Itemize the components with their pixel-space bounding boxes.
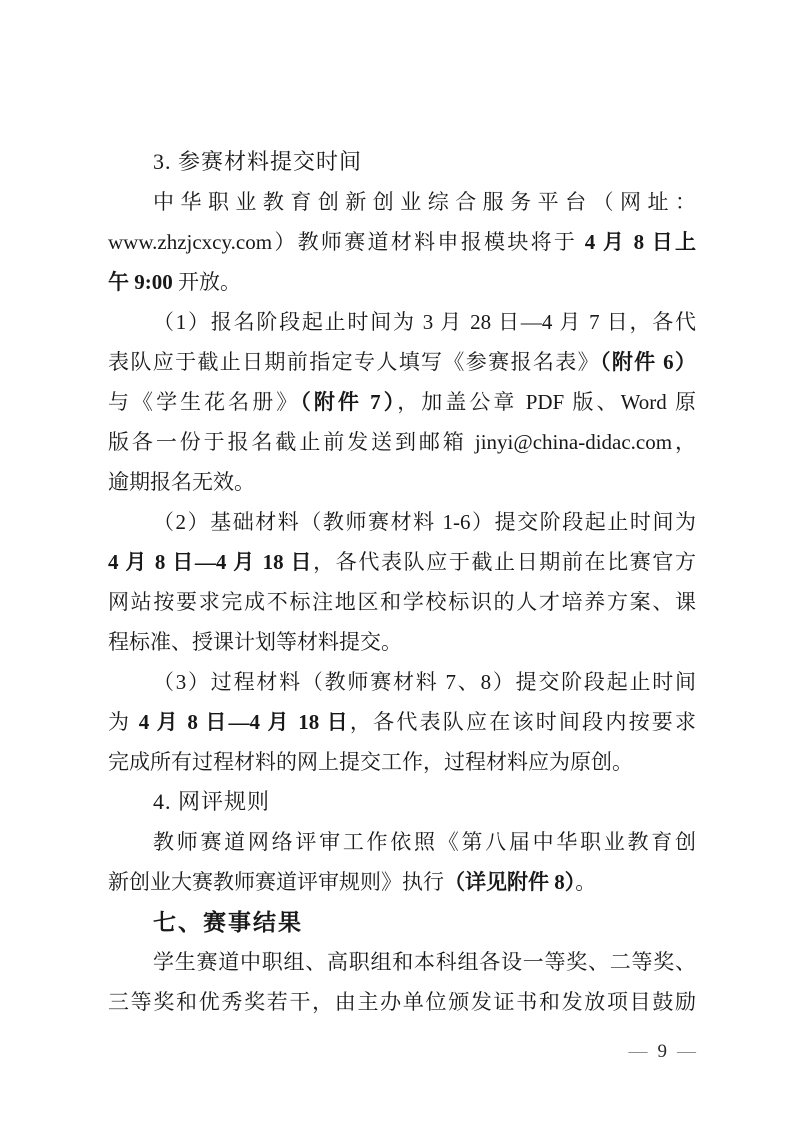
- text-line: [108, 422, 696, 462]
- document-content: [108, 142, 696, 1022]
- text-line: [108, 542, 696, 582]
- text-line: [108, 382, 696, 422]
- text-line: [108, 502, 696, 542]
- text-run: 网站按要求完成不标注地区和学校标识的人才培养方案、课: [108, 590, 696, 614]
- text-line: [108, 862, 696, 902]
- heading-line: [108, 902, 696, 942]
- bold-text-run: （附件 7）: [300, 390, 398, 414]
- page-number: [108, 1040, 696, 1064]
- text-line: [108, 702, 696, 742]
- text-run: 新创业大赛教师赛道评审规则》执行: [108, 870, 444, 894]
- text-run: 4. 网评规则: [153, 789, 271, 814]
- text-run: ，各代表队应在该时间段内按要求: [349, 710, 697, 734]
- text-run: （1）报名阶段起止时间为 3 月 28 日—4 月 7 日，各代: [153, 310, 696, 334]
- text-run: 。: [575, 870, 597, 894]
- text-line: [108, 662, 696, 702]
- text-line: [108, 942, 696, 982]
- text-run: 学生赛道中职组、高职组和本科组各设一等奖、二等奖、: [153, 950, 696, 974]
- heading-line: [108, 142, 696, 182]
- bold-text-run: （详见附件 8）: [444, 870, 576, 894]
- text-run: 程标准、授课计划等材料提交。: [108, 630, 402, 654]
- text-line: [108, 462, 696, 502]
- text-run: 三等奖和优秀奖若干，由主办单位颁发证书和发放项目鼓励: [108, 990, 696, 1014]
- text-line: [108, 582, 696, 622]
- bold-text-run: 4 月 8 日上: [584, 230, 697, 254]
- text-line: [108, 302, 696, 342]
- text-run: ，各代表队应于截止日期前在比赛官方: [313, 550, 697, 574]
- page-number-dash-right: —: [677, 1041, 696, 1062]
- bold-text-run: （附件 6）: [599, 350, 697, 374]
- text-run: 完成所有过程材料的网上提交工作，过程材料应为原创。: [108, 750, 633, 774]
- text-run: 中华职业教育创新创业综合服务平台（网址：: [153, 190, 696, 214]
- text-run: （2）基础材料（教师赛材料 1-6）提交阶段起止时间为: [153, 510, 696, 534]
- text-run: 教师赛道网络评审工作依照《第八届中华职业教育创: [153, 830, 696, 854]
- text-run: （3）过程材料（教师赛材料 7、8）提交阶段起止时间: [153, 670, 696, 694]
- text-run: www.zhzjcxcy.com）教师赛道材料申报模块将于: [108, 230, 585, 254]
- text-line: [108, 342, 696, 382]
- text-line: [108, 182, 696, 222]
- text-line: [108, 222, 696, 262]
- text-run: 七、赛事结果: [153, 909, 303, 935]
- text-run: 版各一份于报名截止前发送到邮箱 jinyi@china-didac.com，: [108, 430, 696, 454]
- text-run: 为: [108, 710, 139, 734]
- text-line: [108, 622, 696, 662]
- text-run: 3. 参赛材料提交时间: [153, 149, 363, 174]
- text-line: [108, 742, 696, 782]
- text-run: ，加盖公章 PDF 版、Word 原: [397, 390, 697, 414]
- bold-text-run: 4 月 8 日—4 月 18 日: [108, 550, 314, 574]
- bold-text-run: 午 9:00: [108, 270, 173, 294]
- text-run: 逾期报名无效。: [108, 470, 255, 494]
- text-line: [108, 822, 696, 862]
- page-number-value: 9: [657, 1041, 667, 1062]
- heading-line: [108, 782, 696, 822]
- text-run: 与《学生花名册》: [108, 390, 301, 414]
- text-line: [108, 262, 696, 302]
- text-run: 表队应于截止日期前指定专人填写《参赛报名表》: [108, 350, 600, 374]
- bold-text-run: 4 月 8 日—4 月 18 日: [138, 710, 350, 734]
- page-number-dash-left: —: [628, 1041, 648, 1062]
- text-run: 开放。: [172, 270, 241, 294]
- text-line: [108, 982, 696, 1022]
